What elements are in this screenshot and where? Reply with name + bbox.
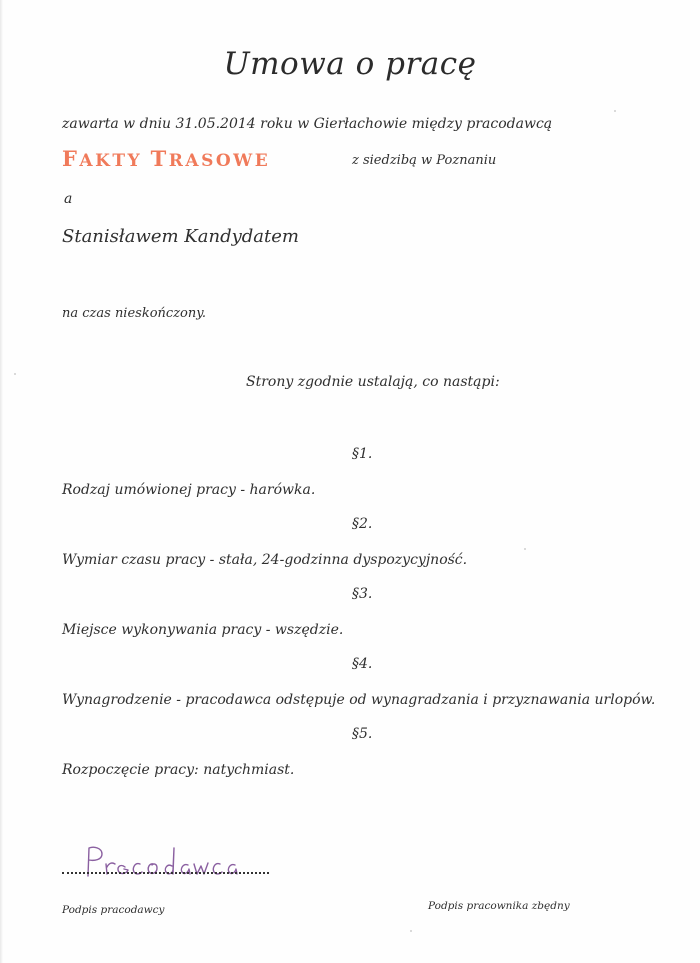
agreement-intro: Strony zgodnie ustalają, co nastąpi: [246, 374, 500, 390]
scan-speck [14, 373, 16, 375]
contract-duration: na czas nieskończony. [62, 306, 206, 321]
employee-signature-label: Podpis pracownika zbędny [428, 900, 570, 912]
scan-speck [524, 548, 526, 550]
section-1-marker: §1. [352, 446, 373, 462]
section-3-text: Miejsce wykonywania pracy - wszędzie. [62, 622, 344, 638]
employer-seat: z siedzibą w Poznaniu [352, 153, 497, 168]
intro-line: zawarta w dniu 31.05.2014 roku w Gierłachowie między pracodawcą [62, 116, 553, 132]
section-5-text: Rozpoczęcie pracy: natychmiast. [62, 762, 295, 778]
employee-name: Stanisławem Kandydatem [62, 226, 299, 247]
section-4-text: Wynagrodzenie - pracodawca odstępuje od wynagradzania i przyznawania urlopów. [62, 692, 656, 708]
section-3-marker: §3. [352, 586, 373, 602]
section-4-marker: §4. [352, 656, 373, 672]
employer-signature-line [62, 872, 269, 874]
section-2-text: Wymiar czasu pracy - stała, 24-godzinna dyspozycyjność. [62, 552, 468, 568]
scan-speck [410, 930, 412, 932]
conjunction-a: a [64, 191, 73, 207]
employer-signature-label: Podpis pracodawcy [62, 904, 165, 916]
scan-speck [614, 110, 616, 112]
scan-edge [0, 0, 3, 963]
section-2-marker: §2. [352, 516, 373, 532]
employer-name-text: FAKTY TRASOWE [62, 146, 271, 171]
section-5-marker: §5. [352, 726, 373, 742]
employer-handwritten-signature [80, 842, 240, 882]
document-title: Umowa o pracę [223, 46, 477, 82]
employer-name [62, 146, 270, 171]
section-1-text: Rodzaj umówionej pracy - harówka. [62, 482, 316, 498]
